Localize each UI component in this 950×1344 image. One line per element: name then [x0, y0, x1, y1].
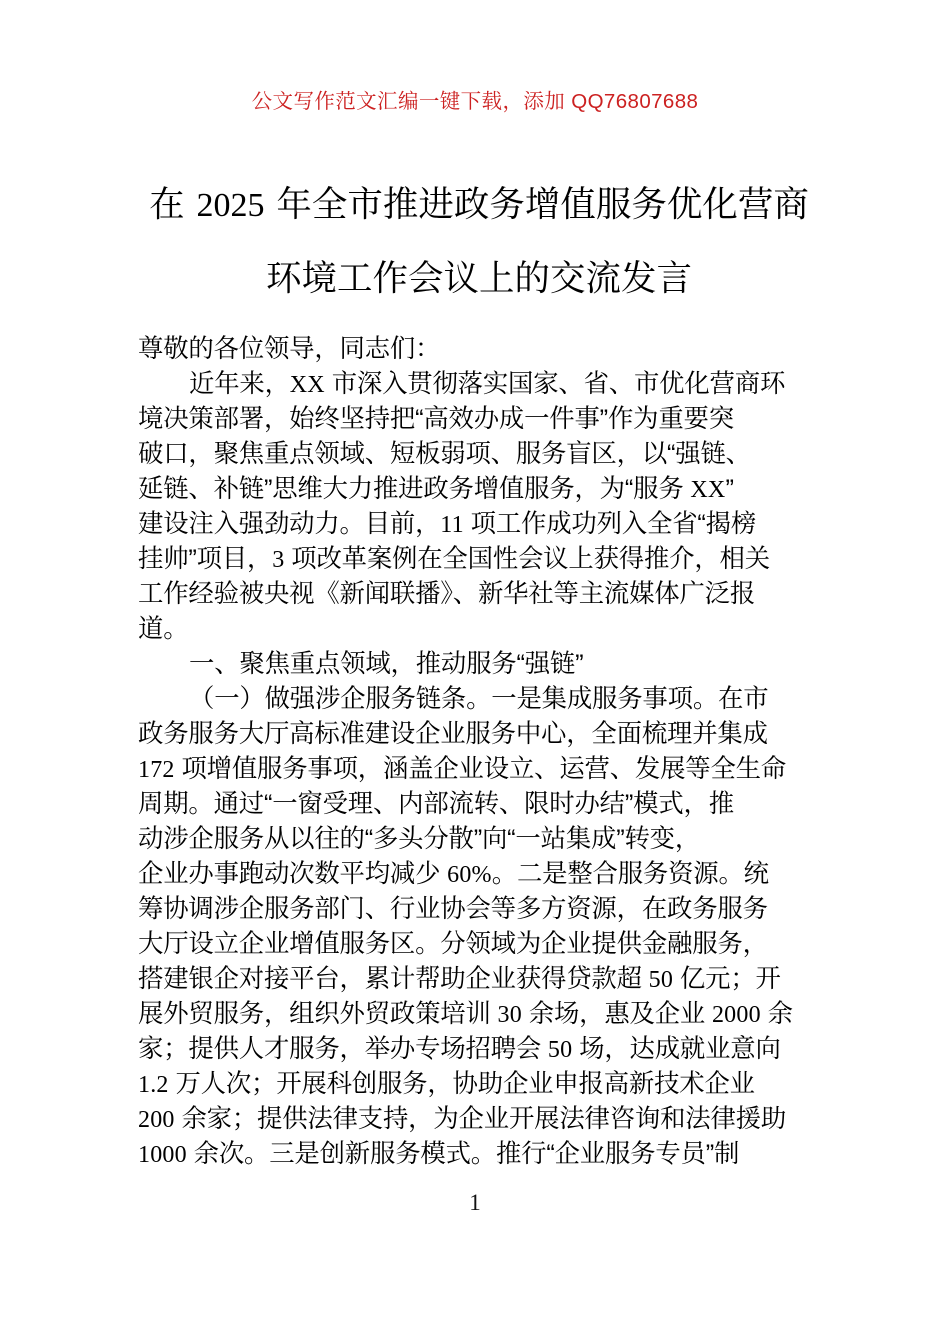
body-line: 1000 余次。三是创新服务模式。推行“企业服务专员”制 [138, 1140, 740, 1168]
body-line: 近年来，XX 市深入贯彻落实国家、省、市优化营商环 [189, 370, 786, 398]
body-line: 道。 [138, 615, 189, 643]
body-line: 大厅设立企业增值服务区。分领域为企业提供金融服务， [138, 930, 768, 958]
document-body [138, 332, 822, 1172]
title-line-1: 在 2025 年全市推进政务增值服务优化营商 [149, 184, 809, 224]
body-line: 一、聚焦重点领域，推动服务“强链” [189, 650, 584, 678]
body-line: 境决策部署，始终坚持把“高效办成一件事”作为重要突 [138, 405, 734, 433]
body-line: 200 余家；提供法律支持，为企业开展法律咨询和法律援助 [138, 1105, 787, 1133]
page-number: 1 [469, 1190, 481, 1215]
body-line: 172 项增值服务事项，涵盖企业设立、运营、发展等全生命 [138, 755, 787, 783]
title-line-2: 环境工作会议上的交流发言 [265, 258, 692, 298]
body-line: 周期。通过“一窗受理、内部流转、限时办结”模式，推 [138, 790, 734, 818]
body-line: 搭建银企对接平台，累计帮助企业获得贷款超 50 亿元；开 [138, 965, 781, 993]
body-line: 展外贸服务，组织外贸政策培训 30 余场，惠及企业 2000 余 [138, 1000, 793, 1028]
body-line: 建设注入强劲动力。目前，11 项工作成功列入全省“揭榜 [138, 510, 757, 538]
body-line: 挂帅”项目，3 项改革案例在全国性会议上获得推介，相关 [138, 545, 770, 573]
body-line: 企业办事跑动次数平均减少 60%。二是整合服务资源。统 [138, 860, 769, 888]
body-line: 延链、补链”思维大力推进政务增值服务，为“服务 XX” [138, 475, 734, 503]
body-line: 1.2 万人次；开展科创服务，协助企业申报高新技术企业 [138, 1070, 755, 1098]
body-line: 政务服务大厅高标准建设企业服务中心，全面梳理并集成 [138, 720, 768, 748]
body-line: 筹协调涉企服务部门、行业协会等多方资源，在政务服务 [138, 895, 768, 923]
body-line: 尊敬的各位领导，同志们： [138, 335, 441, 363]
promo-header-banner: 公文写作范文汇编一键下载，添加 QQ76807688 [251, 90, 699, 113]
document-title [138, 168, 820, 314]
body-line: 工作经验被央视《新闻联播》、新华社等主流媒体广泛报 [138, 580, 756, 608]
body-line: （一）做强涉企服务链条。一是集成服务事项。在市 [189, 685, 769, 713]
body-line: 动涉企服务从以往的“多头分散”向“一站集成”转变， [138, 825, 701, 853]
body-line: 破口，聚焦重点领域、短板弱项、服务盲区，以“强链、 [138, 440, 751, 468]
body-line: 家；提供人才服务，举办专场招聘会 50 场，达成就业意向 [138, 1035, 781, 1063]
